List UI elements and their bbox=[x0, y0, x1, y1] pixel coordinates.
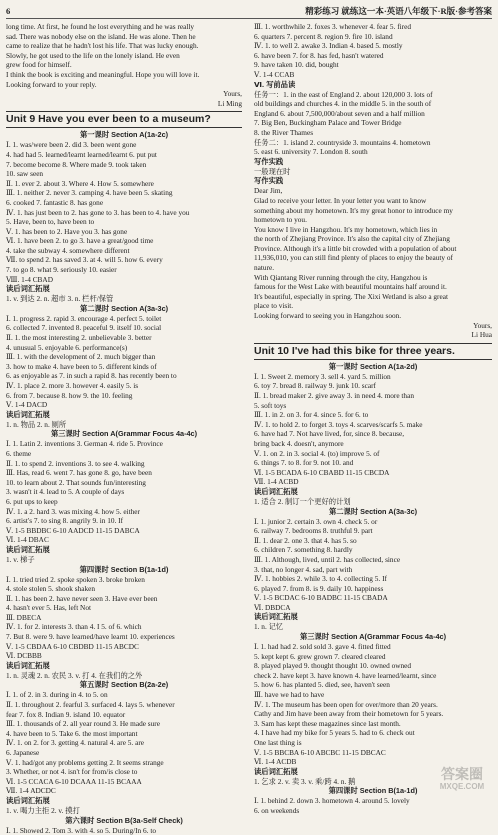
answer-line: 7. to go 8. what 9. seriously 10. easier bbox=[6, 265, 117, 275]
section-heading: 读后词汇拓展 bbox=[254, 612, 298, 622]
essay-line: hometown to you. bbox=[254, 215, 307, 225]
answer-line: Ⅲ. 1. Although, lived, until 2. has collected, since bbox=[254, 554, 401, 564]
section-heading: 读后词汇拓展 bbox=[6, 409, 50, 419]
answer-line: Ⅴ. 1-5 BBCBA 6-10 ABCBC 11-15 DBCAC bbox=[254, 747, 386, 757]
watermark-line1: 答案圈 bbox=[441, 766, 483, 782]
essay-line: Province. Although it's a little bit crowded with a population of about bbox=[254, 243, 457, 253]
answer-line: Ⅲ. 1. in 2. on 3. for 4. since 5. for 6. to bbox=[254, 410, 369, 420]
answer-line: Ⅰ. 1. Sweet 2. memory 3. sell 4. yard 5. million bbox=[254, 371, 391, 381]
answer-line: 6. have been 7. for 8. has fed, hasn't watered bbox=[254, 50, 384, 60]
answer-line: Ⅲ. 1. worthwhile 2. foxes 3. whenever 4. fear 5. fired bbox=[254, 22, 411, 31]
answer-line: 7. become become 8. Where made 9. took taken bbox=[6, 159, 147, 169]
essay-heading: 写作实践 bbox=[254, 176, 284, 186]
writing-line: 任务一：1. in the east of England 2. about 120,000 3. lots of bbox=[254, 89, 433, 99]
section-heading: 读后词汇拓展 bbox=[6, 544, 50, 554]
answer-line: 6. quarters 7. percent 8. region 9. fire 10. island bbox=[254, 31, 393, 41]
answer-line: Ⅳ. 1. hobbies 2. while 3. to 4. collecting 5. If bbox=[254, 574, 387, 584]
answer-line: Ⅳ. 1. to well 2. awake 3. Indian 4. based 5. mostly bbox=[254, 41, 403, 51]
section-heading: 第一课时 Section A(1a-2c) bbox=[79, 130, 169, 140]
answer-line: 6. cooked 7. fantastic 8. has gone bbox=[6, 197, 104, 207]
essay-line: something about my hometown. It's my great honor to introduce my bbox=[254, 205, 453, 215]
answer-line: Ⅴ. 1-5 BBDBC 6-10 AADCD 11-15 DABCA bbox=[6, 525, 140, 535]
answer-line: 6. toy 7. bread 8. railway 9. junk 10. scarf bbox=[254, 381, 376, 391]
answer-line: 3. wasn't it 4. lead to 5. A couple of days bbox=[6, 487, 125, 497]
answer-line: 6. on weekends bbox=[254, 805, 300, 815]
section-heading: 第四课时 Section B(1a-1d) bbox=[328, 786, 418, 796]
answer-line: 3. Whether, or not 4. isn't for from/is close to bbox=[6, 767, 138, 777]
answer-line: Ⅲ. 1. thousands of 2. all year round 3. He made sure bbox=[6, 719, 160, 729]
answer-line: fear 7. fox 8. Indian 9. island 10. equator bbox=[6, 709, 126, 719]
answer-line: 3. how to make 4. have been to 5. different kinds of bbox=[6, 361, 157, 371]
left-column bbox=[6, 22, 242, 835]
answer-line: 6. played 7. from 8. is 9. daily 10. happiness bbox=[254, 583, 384, 593]
section-heading: 第五课时 Section B(2a-2e) bbox=[79, 680, 169, 690]
answer-line: 5. soft toys bbox=[254, 400, 287, 410]
answer-line: 7. But 8. were 9. have learned/have learnt 10. experiences bbox=[6, 632, 175, 642]
answer-line: 4. I have had my bike for 5 years 5. had to 6. check out bbox=[254, 728, 415, 738]
answer-line: Ⅴ. 1-5 CBDAA 6-10 CBDBD 11-15 ABCDC bbox=[6, 641, 139, 651]
answer-line: 4. have been to 5. Take 6. the most important bbox=[6, 728, 138, 738]
page-header bbox=[6, 4, 492, 19]
answer-line: Ⅳ. 1. for 2. interests 3. than 4. I 5. of 6. which bbox=[6, 622, 142, 632]
writing-line: 7. Big Ben, Buckingham Palace and Tower Bridge bbox=[254, 118, 402, 128]
essay-line: It's beautiful, especially in spring. The Xixi Wetland is also a great bbox=[254, 291, 448, 301]
unit9-title: Unit 9 Have you ever been to a museum? bbox=[6, 111, 242, 128]
letter-line: grew food for himself. bbox=[6, 60, 72, 70]
answer-line: Ⅰ. 1. of 2. in 3. during in 4. to 5. on bbox=[6, 690, 108, 700]
answer-line: Ⅰ. 1. tried tried 2. spoke spoken 3. broke broken bbox=[6, 574, 145, 584]
answer-line: Ⅳ. 1. on 2. for 3. getting 4. natural 4. are 5. are bbox=[6, 738, 144, 748]
answer-line: Ⅵ. DCBBB bbox=[6, 651, 42, 661]
writing-line: old buildings and churches 4. in the middle 5. in the south of bbox=[254, 99, 432, 109]
answer-line: Ⅵ. 1-4 ACDB bbox=[254, 757, 297, 767]
answer-line: Ⅵ. DBDCA bbox=[254, 602, 291, 612]
letter-line: long time. At first, he found he lost everything and he was really bbox=[6, 22, 195, 31]
essay-line: nature. bbox=[254, 263, 275, 273]
answer-line: 9. have taken 10. did, bought bbox=[254, 60, 339, 70]
section-heading: 第三课时 Section A(Grammar Focus 4a-4c) bbox=[299, 632, 447, 642]
answer-line: 6. children 7. something 8. hardly bbox=[254, 545, 353, 555]
answer-line: 10. saw seen bbox=[6, 169, 44, 179]
section-heading: 读后词汇拓展 bbox=[6, 660, 50, 670]
essay-line: Looking forward to seeing you in Hangzhou soon. bbox=[254, 311, 402, 321]
answer-line: 1. v. 到达 2. n. 超市 3. n. 栏杆/保管 bbox=[6, 294, 114, 304]
answer-line: Ⅷ. 1-4 CBAD bbox=[6, 274, 53, 284]
answer-line: Ⅰ. 1. Latin 2. inventions 3. German 4. ride 5. Province bbox=[6, 439, 163, 449]
answer-line: Ⅰ. 1. progress 2. rapid 3. encourage 4. perfect 5. toilet bbox=[6, 313, 162, 323]
section-heading: 读后词汇拓展 bbox=[6, 284, 50, 294]
practice-heading: 写作实践 bbox=[254, 156, 284, 166]
answer-line: Ⅲ. have we had to have bbox=[254, 690, 325, 700]
watermark-logo bbox=[430, 766, 494, 794]
section-heading: 读后词汇拓展 bbox=[254, 486, 298, 496]
answer-line: 4. take the subway 4. somewhere different bbox=[6, 245, 130, 255]
answer-line: Ⅴ. 1. on 2. in 3. social 4. (to) improve 5. of bbox=[254, 448, 380, 458]
answer-line: Ⅶ. 1-4 ADCDC bbox=[6, 786, 56, 796]
letter-line: I think the book is exciting and meaningful. Hope you will love it. bbox=[6, 69, 200, 79]
unit10-title: Unit 10 I've had this bike for three years. bbox=[254, 343, 492, 360]
essay-line: the north of Zhejiang Province. It's also the capital city of Zhejiang bbox=[254, 234, 450, 244]
answer-line: Ⅵ. 1-5 BCADA 6-10 CBABD 11-15 CBCDA bbox=[254, 467, 390, 477]
answer-line: 1. 适合 2. 制订一个更好的计划 bbox=[254, 496, 351, 506]
answer-line: Ⅱ. 1. the most interesting 2. unbelievable 3. better bbox=[6, 333, 152, 343]
answer-line: Ⅳ. 1. The museum has been open for over/more than 20 years. bbox=[254, 699, 438, 709]
answer-line: Ⅳ. 1. a 2. hard 3. was mixing 4. how 5. either bbox=[6, 506, 140, 516]
essay-line: You know I live in Hangzhou. It's my hometown, which lies in bbox=[254, 224, 438, 234]
right-column bbox=[254, 22, 492, 815]
answer-line: 4. had had 5. learned/learnt learned/learnt 6. put put bbox=[6, 149, 157, 159]
answer-line: 1. v. 梯子 bbox=[6, 554, 35, 564]
answer-line: check 2. have kept 3. have known 4. have learned/learnt, since bbox=[254, 670, 437, 680]
section-heading: 第六课时 Section B(3a-Self Check) bbox=[65, 815, 183, 825]
answer-line: Ⅶ. to spend 2. has saved 3. at 4. will 5. how 6. every bbox=[6, 255, 163, 265]
section-heading: 第二课时 Section A(3a-3c) bbox=[328, 506, 418, 516]
answer-line: Ⅱ. 1. ever 2. about 3. Where 4. How 5. somewhere bbox=[6, 178, 154, 188]
answer-line: 3. that, no longer 4. sad, part with bbox=[254, 564, 353, 574]
answer-line: Ⅰ. 1. was/were been 2. did 3. been went gone bbox=[6, 140, 137, 150]
answer-line: 6. put ups to keep bbox=[6, 496, 58, 506]
essay-sign-name: Li Hua bbox=[471, 330, 492, 340]
answer-line: 6. as enjoyable as 7. in such a rapid 8. has recently been to bbox=[6, 371, 177, 381]
answer-line: 8. played played 9. thought thought 10. owned owned bbox=[254, 661, 412, 671]
answer-line: 1. n. 灵魂 2. n. 农民 3. v. 打 4. 在我们的之外 bbox=[6, 670, 143, 680]
letter-line: Looking forward to your reply. bbox=[6, 79, 97, 89]
answer-line: 6. from 7. because 8. how 9. the 10. feeling bbox=[6, 390, 133, 400]
answer-line: 4. hasn't ever 5. Has, left Not bbox=[6, 603, 92, 613]
answer-line: 6. Japanese bbox=[6, 748, 40, 757]
answer-line: One last thing is bbox=[254, 738, 302, 747]
writing-line: 5. east 6. university 7. London 8. south bbox=[254, 147, 368, 157]
answer-line: Ⅲ. DBECA bbox=[6, 612, 42, 622]
writing-heading: Ⅵ. 写前品读 bbox=[254, 79, 296, 89]
letter-sign-name: Li Ming bbox=[217, 98, 242, 108]
answer-line: 1. n. 记忆 bbox=[254, 622, 284, 632]
answer-line: 4. stole stolen 5. shook shaken bbox=[6, 584, 95, 594]
answer-line: Ⅵ. 1-4 DBAC bbox=[6, 535, 49, 545]
answer-line: 5. Have, been to, have been to bbox=[6, 217, 95, 227]
answer-line: 6. have had 7. Not have lived, for, since 8. because, bbox=[254, 429, 405, 439]
section-heading: 读后词汇拓展 bbox=[254, 766, 298, 776]
answer-line: Ⅴ. 1-4 DACD bbox=[6, 400, 48, 410]
essay-line: With Qiantang River running through the city, Hangzhou is bbox=[254, 272, 428, 282]
answer-line: Ⅴ. 1-5 BCDAC 6-10 BADBC 11-15 CBADA bbox=[254, 593, 388, 603]
writing-line: 任务二：1. island 2. countryside 3. mountains 4. hometown bbox=[254, 137, 431, 147]
answer-line: Ⅲ. Has, read 6. went 7. has gone 8. go, have been bbox=[6, 468, 152, 478]
section-heading: 读后词汇拓展 bbox=[6, 795, 50, 805]
answer-line: Ⅵ. 1. have been 2. to go 3. have a great/good time bbox=[6, 236, 154, 246]
answer-line: 6. things 7. to 8. for 9. not 10. and bbox=[254, 458, 354, 468]
answer-line: Ⅴ. 1. had/got any problems getting 2. It seems strange bbox=[6, 757, 164, 767]
answer-line: Ⅱ. 1. bread maker 2. give away 3. in need 4. more than bbox=[254, 391, 414, 400]
essay-line: famous for the West Lake with beautiful mountains half around it. bbox=[254, 282, 447, 292]
answer-line: 5. how 6. has planted 5. died, see, haven't seen bbox=[254, 680, 390, 690]
answer-line: 3. Sam has kept these magazines since last month. bbox=[254, 718, 401, 728]
answer-line: bring back 4. doesn't, anymore bbox=[254, 438, 344, 448]
answer-line: Ⅵ. 1-5 CCACA 6-10 DCAAA 11-15 BCAAA bbox=[6, 776, 142, 786]
essay-salutation: Dear Jim, bbox=[254, 186, 283, 196]
answer-line: Ⅴ. 1. has been to 2. Have you 3. has gone bbox=[6, 226, 128, 236]
section-heading: 第二课时 Section A(3a-3c) bbox=[79, 303, 169, 313]
answer-line: Ⅱ. 1. to spend 2. inventions 3. to see 4. walking bbox=[6, 458, 145, 468]
answer-line: Ⅱ. 1. dear 2. one 3. that 4. has 5. so bbox=[254, 535, 357, 545]
answer-line: Ⅰ. 1. Showed 2. Tom 3. with 4. so 5. During/In 6. to bbox=[6, 825, 156, 835]
answer-line: 4. unusual 5. enjoyable 6. performance(s) bbox=[6, 342, 128, 352]
answer-line: Cathy and Jim have been away from their hometown for 5 years. bbox=[254, 709, 444, 719]
answer-line: Ⅳ. 1. place 2. more 3. however 4. easily 5. is bbox=[6, 381, 139, 390]
answer-line: Ⅱ. 1. has been 2. have never seen 3. Have ever been bbox=[6, 593, 158, 603]
answer-line: Ⅶ. 1-4 ACBD bbox=[254, 477, 299, 487]
letter-line: sad. There was nobody else on the island. He was alone. Then he bbox=[6, 31, 196, 41]
answer-line: Ⅳ. 1. has just been to 2. has gone to 3. has been to 4. have you bbox=[6, 207, 190, 217]
answer-line: 5. kept kept 6. grew grown 7. cleared cleared bbox=[254, 651, 386, 661]
answer-line: 6. railway 7. bedrooms 8. truthful 9. part bbox=[254, 526, 373, 536]
essay-line: Glad to receive your letter. In your letter you want to know bbox=[254, 195, 427, 205]
writing-line: 8. the River Thames bbox=[254, 127, 314, 137]
essay-line: 11,936,010, you can still find plenty of places to enjoy the beauty of bbox=[254, 253, 453, 263]
answer-line: 6. collected 7. invented 8. peaceful 9. itself 10. social bbox=[6, 323, 162, 333]
answer-line: 1. v. 喝力主拒 2. v. 摸打 bbox=[6, 805, 80, 815]
answer-line: Ⅰ. 1. had had 2. sold sold 3. gave 4. fitted fitted bbox=[254, 642, 391, 652]
section-heading: 第三课时 Section A(Grammar Focus 4a-4c) bbox=[50, 429, 198, 439]
essay-sign-yours: Yours, bbox=[473, 320, 492, 330]
writing-line: England 6. about 7,500,000/about seven and a half million bbox=[254, 108, 425, 118]
answer-line: 1. 乞求 2. v. 卖 3. v. 乘/跨 4. n. 鹅 bbox=[254, 776, 356, 786]
essay-line: place to visit. bbox=[254, 301, 294, 311]
answer-line: Ⅱ. 1. throughout 2. fearful 3. surfaced 4. lays 5. whenever bbox=[6, 700, 175, 710]
letter-line: came to realize that he hadn't lost his life. That was lucky enough. bbox=[6, 41, 199, 51]
answer-line: Ⅰ. 1. junior 2. certain 3. own 4. check 5. or bbox=[254, 516, 378, 526]
answer-line: 6. theme bbox=[6, 448, 32, 458]
answer-line: 6. artist's 7. to sing 8. angrily 9. in 10. If bbox=[6, 516, 124, 526]
page-number: 6 bbox=[6, 6, 11, 16]
section-heading: 第一课时 Section A(1a-2d) bbox=[328, 361, 418, 371]
letter-line: Slowly, he got used to the life on the lonely island. He even bbox=[6, 50, 180, 60]
watermark-line2: MXQE.COM bbox=[439, 782, 485, 791]
letter-sign-yours: Yours, bbox=[223, 89, 242, 99]
page-header-title: 精彩练习 就练这一本·英语八年级下·R版·参考答案 bbox=[305, 6, 492, 16]
practice-sub: 一般现在时 bbox=[254, 166, 291, 176]
answer-line: 10. to learn about 2. That sounds fun/interesting bbox=[6, 477, 146, 487]
answer-line: Ⅲ. 1. with the development of 2. much bigger than bbox=[6, 352, 156, 362]
answer-line: Ⅰ. 1. behind 2. down 3. hometown 4. around 5. lovely bbox=[254, 796, 410, 806]
answer-line: Ⅲ. 1. neither 2. never 3. camping 4. have been 5. skating bbox=[6, 188, 173, 198]
answer-line: Ⅴ. 1-4 CCAB bbox=[254, 69, 295, 79]
answer-line: 1. n. 物品 2. n. 厕所 bbox=[6, 419, 67, 429]
section-heading: 第四课时 Section B(1a-1d) bbox=[79, 564, 169, 574]
answer-line: Ⅳ. 1. to hold 2. to forget 3. toys 4. scarves/scarfs 5. make bbox=[254, 419, 423, 429]
